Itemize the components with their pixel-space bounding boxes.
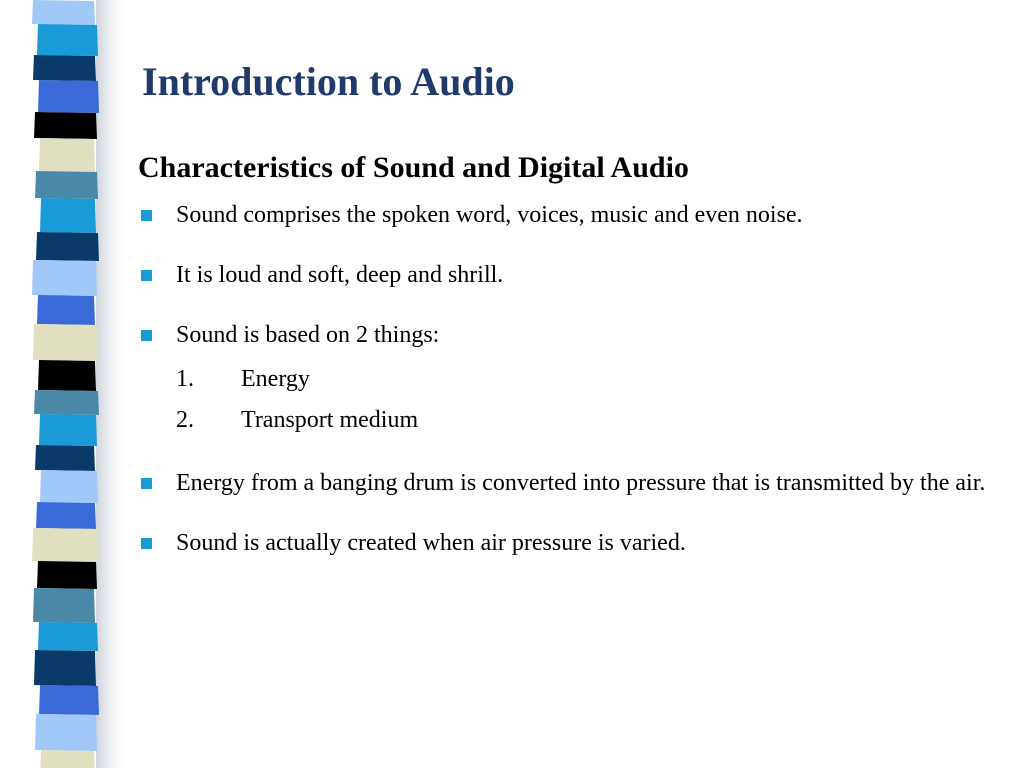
bullet-item [138, 318, 988, 441]
stripe-segment [32, 260, 97, 296]
decorative-stripe-bar [0, 0, 130, 768]
item-number: 2. [176, 407, 194, 433]
stripe-segment [33, 588, 95, 623]
bullet-item [138, 526, 988, 561]
square-bullet-icon [141, 478, 152, 489]
stripe-segment [32, 528, 99, 562]
stripe-segment [34, 650, 96, 686]
stripe-segment [33, 324, 98, 361]
slide-title: Introduction to Audio [142, 59, 515, 104]
stripe-segment [39, 685, 99, 715]
stripe-segment [40, 750, 95, 768]
square-bullet-icon [141, 538, 152, 549]
bullet-text: Energy from a banging drum is converted into pressure that is transmitted by the air. [176, 470, 986, 496]
stripe-segment [36, 502, 96, 529]
numbered-sub-list [176, 359, 988, 441]
item-text: Transport medium [241, 407, 419, 433]
stripe-segment [38, 622, 98, 651]
stripe-segment [39, 138, 95, 172]
square-bullet-icon [141, 330, 152, 341]
bullet-text: Sound is actually created when air pressure is varied. [176, 530, 686, 556]
stripe-segment [38, 80, 99, 113]
stripe-segment [40, 470, 98, 503]
stripe-segment [40, 198, 96, 233]
stripe-segment [37, 561, 97, 589]
slide-subtitle: Characteristics of Sound and Digital Audio [138, 151, 689, 184]
stripe-segment [35, 714, 97, 751]
item-number: 1. [176, 366, 194, 392]
stripe-bar-graphic [0, 0, 130, 768]
stripe-segment [34, 390, 99, 415]
bullet-text: Sound is based on 2 things: [176, 322, 440, 348]
stripe-segment [32, 0, 95, 25]
bullet-text: Sound comprises the spoken word, voices, music and even noise. [176, 202, 803, 228]
square-bullet-icon [141, 270, 152, 281]
bullet-item [138, 198, 988, 233]
bullet-text: It is loud and soft, deep and shrill. [176, 262, 504, 288]
stripe-segment [35, 171, 98, 199]
stripe-segment [38, 360, 96, 391]
bullet-item [138, 466, 988, 501]
stripe-segment [37, 295, 95, 325]
stripe-segment [36, 232, 99, 261]
stripe-segment [34, 112, 97, 139]
numbered-item [176, 359, 988, 400]
stripe-segment [33, 55, 96, 81]
item-text: Energy [241, 366, 310, 392]
stripe-segment [35, 445, 95, 471]
stripe-segment [39, 414, 97, 446]
bullet-list [138, 198, 988, 561]
bullet-item [138, 258, 988, 293]
stripe-segment [37, 24, 98, 56]
square-bullet-icon [141, 210, 152, 221]
numbered-item [176, 400, 988, 441]
